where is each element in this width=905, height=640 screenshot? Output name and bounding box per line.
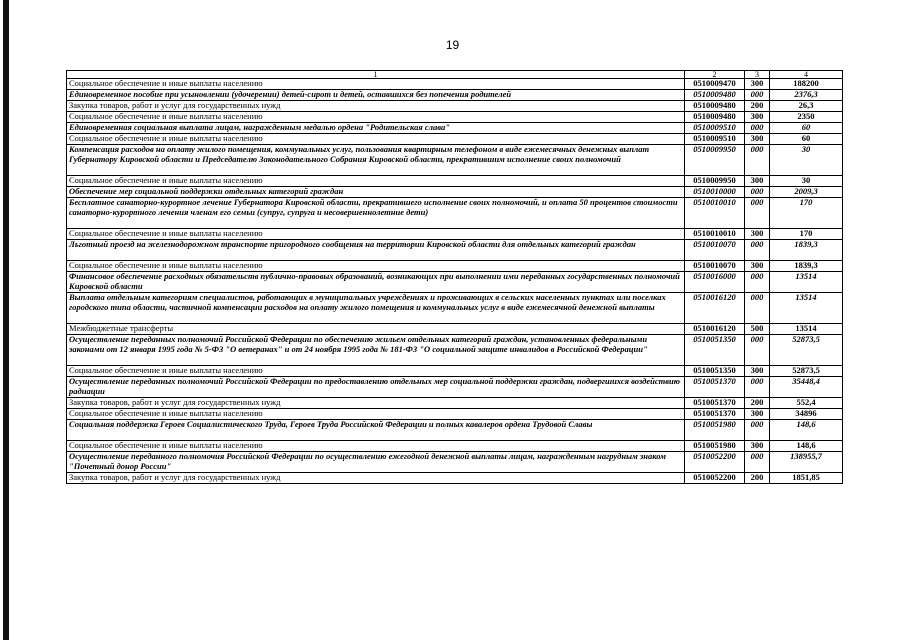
cell-vr: 300 — [745, 134, 770, 145]
cell-sum: 148,6 — [770, 420, 843, 441]
cell-sum: 1839,3 — [770, 240, 843, 261]
budget-table — [66, 70, 843, 484]
header-cell-vr: 3 — [745, 71, 770, 79]
table-row — [67, 187, 843, 198]
cell-vr: 300 — [745, 441, 770, 452]
table-row — [67, 377, 843, 398]
table-row — [67, 398, 843, 409]
cell-sum: 2009,3 — [770, 187, 843, 198]
header-row — [67, 71, 843, 79]
header-cell-code: 2 — [685, 71, 745, 79]
cell-vr: 000 — [745, 293, 770, 324]
cell-name: Социальное обеспечение и иные выплаты населению — [67, 261, 685, 272]
cell-name: Обеспечение мер социальной поддержки отдельных категорий граждан — [67, 187, 685, 198]
cell-sum: 52873,5 — [770, 335, 843, 366]
cell-name: Осуществление переданных полномочий Российской Федерации по предоставлению отдельных мер социальной поддержки граждан, подвергшихся воздействию радиации — [67, 377, 685, 398]
cell-code: 0510010000 — [685, 187, 745, 198]
cell-code: 0510010010 — [685, 229, 745, 240]
cell-code: 0510051370 — [685, 398, 745, 409]
cell-sum: 1851,85 — [770, 473, 843, 484]
table-row — [67, 134, 843, 145]
cell-name: Социальное обеспечение и иные выплаты населению — [67, 409, 685, 420]
cell-code: 0510010070 — [685, 240, 745, 261]
cell-name: Компенсация расходов на оплату жилого помещения, коммунальных услуг, пользования квартирным телефоном в виде ежемесячных денежных выплат Губернатору Кировской области и Председателю Законодательного Собрания Кировской области, прекратившим исполнение своих полномочий — [67, 145, 685, 176]
table-row — [67, 101, 843, 112]
cell-name: Социальное обеспечение и иные выплаты населению — [67, 229, 685, 240]
cell-name: Льготный проезд на железнодорожном транспорте пригородного сообщения на территории Кировской области для отдельных категорий граждан — [67, 240, 685, 261]
cell-sum: 188200 — [770, 79, 843, 90]
cell-vr: 200 — [745, 398, 770, 409]
cell-vr: 300 — [745, 229, 770, 240]
cell-code: 0510009510 — [685, 123, 745, 134]
cell-vr: 000 — [745, 90, 770, 101]
cell-sum: 60 — [770, 134, 843, 145]
cell-name: Социальное обеспечение и иные выплаты населению — [67, 441, 685, 452]
cell-sum: 52873,5 — [770, 366, 843, 377]
cell-name: Осуществление переданных полномочий Российской Федерации по обеспечению жильем отдельных категорий граждан, установленных федеральными законами от 12 января 1995 года № 5-ФЗ "О ветеранах" и от 24 ноября 1995 года № 181-ФЗ "О социальной защите инвалидов в Российской Федерации" — [67, 335, 685, 366]
table-row — [67, 198, 843, 229]
cell-name: Единовременное пособие при усыновлении (удочерении) детей-сирот и детей, оставшихся без попечения родителей — [67, 90, 685, 101]
cell-code: 0510009510 — [685, 134, 745, 145]
cell-vr: 000 — [745, 420, 770, 441]
table-row — [67, 112, 843, 123]
cell-name: Финансовое обеспечение расходных обязательств публично-правовых образований, возникающих при выполнении ими переданных государственных полномочий Кировской области — [67, 272, 685, 293]
cell-name: Социальное обеспечение и иные выплаты населению — [67, 112, 685, 123]
cell-code: 0510051980 — [685, 420, 745, 441]
cell-vr: 200 — [745, 101, 770, 112]
cell-vr: 500 — [745, 324, 770, 335]
cell-sum: 170 — [770, 229, 843, 240]
cell-sum: 148,6 — [770, 441, 843, 452]
cell-name: Закупка товаров, работ и услуг для государственных нужд — [67, 101, 685, 112]
cell-sum: 60 — [770, 123, 843, 134]
cell-sum: 34896 — [770, 409, 843, 420]
cell-sum: 13514 — [770, 293, 843, 324]
cell-vr: 300 — [745, 79, 770, 90]
cell-vr: 000 — [745, 272, 770, 293]
cell-code: 0510009480 — [685, 112, 745, 123]
table-row — [67, 473, 843, 484]
cell-sum: 2376,3 — [770, 90, 843, 101]
cell-name: Социальная поддержка Героев Социалистического Труда, Героев Труда Российской Федерации и полных кавалеров ордена Трудовой Славы — [67, 420, 685, 441]
cell-code: 0510051350 — [685, 366, 745, 377]
cell-code: 0510009470 — [685, 79, 745, 90]
cell-name: Социальное обеспечение и иные выплаты населению — [67, 79, 685, 90]
cell-vr: 300 — [745, 112, 770, 123]
table-row — [67, 452, 843, 473]
cell-sum: 13514 — [770, 324, 843, 335]
cell-name: Социальное обеспечение и иные выплаты населению — [67, 134, 685, 145]
cell-code: 0510009950 — [685, 176, 745, 187]
cell-code: 0510051370 — [685, 409, 745, 420]
cell-vr: 000 — [745, 198, 770, 229]
table-row — [67, 335, 843, 366]
cell-vr: 000 — [745, 335, 770, 366]
header-cell-name: 1 — [67, 71, 685, 79]
table-row — [67, 272, 843, 293]
table-row — [67, 441, 843, 452]
scan-edge-mark — [3, 0, 9, 640]
cell-sum: 13514 — [770, 272, 843, 293]
cell-code: 0510051980 — [685, 441, 745, 452]
cell-vr: 300 — [745, 366, 770, 377]
table-row — [67, 240, 843, 261]
table-row — [67, 293, 843, 324]
cell-name: Выплата отдельным категориям специалистов, работающих в муниципальных учреждениях и проживающих в сельских населенных пунктах или поселках городского типа области, частичной компенсации расходов на оплату жилого помещения и коммунальных услуг в виде ежемесячной денежной выплаты — [67, 293, 685, 324]
table-row — [67, 366, 843, 377]
cell-name: Бесплатное санаторно-курортное лечение Губернатора Кировской области, прекратившего исполнение своих полномочий, и оплата 50 процентов стоимости санаторно-курортного лечения членам его семьи (супруг, супруга и несовершеннолетние дети) — [67, 198, 685, 229]
cell-vr: 300 — [745, 409, 770, 420]
cell-code: 0510052200 — [685, 473, 745, 484]
cell-code: 0510052200 — [685, 452, 745, 473]
cell-sum: 552,4 — [770, 398, 843, 409]
cell-code: 0510016120 — [685, 293, 745, 324]
cell-vr: 000 — [745, 377, 770, 398]
page-number: 19 — [445, 38, 460, 52]
cell-name: Закупка товаров, работ и услуг для государственных нужд — [67, 473, 685, 484]
cell-code: 0510051350 — [685, 335, 745, 366]
cell-sum: 35448,4 — [770, 377, 843, 398]
table-row — [67, 261, 843, 272]
cell-code: 0510016120 — [685, 324, 745, 335]
cell-name: Межбюджетные трансферты — [67, 324, 685, 335]
cell-sum: 30 — [770, 176, 843, 187]
cell-sum: 138955,7 — [770, 452, 843, 473]
cell-code: 0510010070 — [685, 261, 745, 272]
cell-code: 0510051370 — [685, 377, 745, 398]
cell-name: Единовременная социальная выплата лицам, награжденным медалью ордена "Родительская слава" — [67, 123, 685, 134]
table-row — [67, 79, 843, 90]
cell-vr: 000 — [745, 240, 770, 261]
cell-code: 0510010010 — [685, 198, 745, 229]
table-row — [67, 324, 843, 335]
table-row — [67, 145, 843, 176]
table-row — [67, 409, 843, 420]
cell-code: 0510009480 — [685, 101, 745, 112]
cell-vr: 300 — [745, 261, 770, 272]
header-cell-sum: 4 — [770, 71, 843, 79]
table-row — [67, 420, 843, 441]
cell-code: 0510009950 — [685, 145, 745, 176]
cell-vr: 000 — [745, 187, 770, 198]
cell-name: Социальное обеспечение и иные выплаты населению — [67, 176, 685, 187]
cell-sum: 30 — [770, 145, 843, 176]
cell-sum: 2350 — [770, 112, 843, 123]
cell-vr: 200 — [745, 473, 770, 484]
cell-sum: 26,3 — [770, 101, 843, 112]
cell-name: Осуществление переданного полномочия Российской Федерации по осуществлению ежегодной денежной выплаты лицам, награжденным нагрудным знаком "Почетный донор России" — [67, 452, 685, 473]
cell-vr: 000 — [745, 145, 770, 176]
cell-sum: 170 — [770, 198, 843, 229]
cell-vr: 000 — [745, 452, 770, 473]
table-row — [67, 176, 843, 187]
cell-code: 0510009480 — [685, 90, 745, 101]
cell-sum: 1839,3 — [770, 261, 843, 272]
table-body — [67, 79, 843, 484]
cell-code: 0510016000 — [685, 272, 745, 293]
table-row — [67, 123, 843, 134]
cell-name: Социальное обеспечение и иные выплаты населению — [67, 366, 685, 377]
cell-vr: 000 — [745, 123, 770, 134]
cell-name: Закупка товаров, работ и услуг для государственных нужд — [67, 398, 685, 409]
cell-vr: 300 — [745, 176, 770, 187]
table-row — [67, 229, 843, 240]
table-row — [67, 90, 843, 101]
